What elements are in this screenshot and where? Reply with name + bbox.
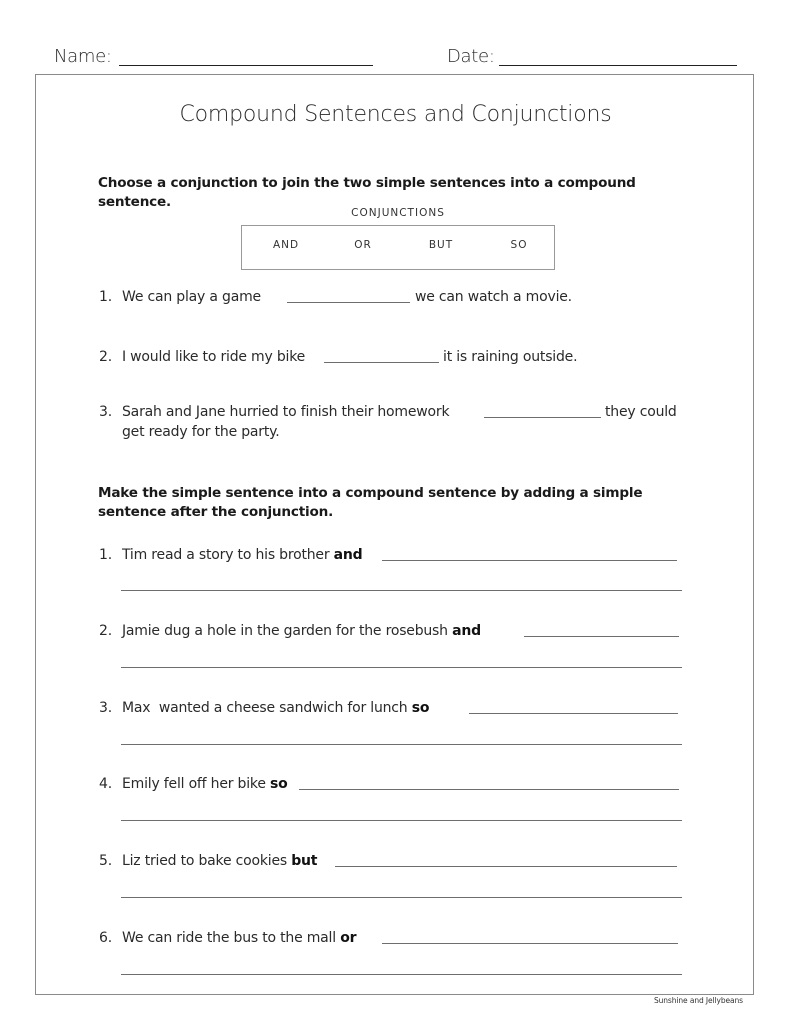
- date-label: Date:: [447, 46, 495, 67]
- question-number: 1.: [99, 289, 112, 305]
- s2-q5-answer-line-1[interactable]: [335, 866, 677, 867]
- s2-q5-answer-line-2[interactable]: [121, 897, 682, 898]
- section1-instructions: Choose a conjunction to join the two simple sentences into a compound sentence.: [98, 175, 636, 210]
- question-conjunction: so: [411, 700, 430, 716]
- question-text-before: We can play a game: [122, 289, 261, 305]
- question-text-after: it is raining outside.: [443, 349, 578, 365]
- question-number: 2.: [99, 349, 112, 365]
- worksheet-title: Compound Sentences and Conjunctions: [179, 102, 612, 127]
- conjunction-and: AND: [272, 239, 300, 251]
- question-text-before: I would like to ride my bike: [122, 349, 306, 365]
- s2-q3-answer-line-2[interactable]: [121, 744, 682, 745]
- s2-q2-answer-line-2[interactable]: [121, 667, 682, 668]
- question-number: 3.: [99, 700, 112, 716]
- question-text: Jamie dug a hole in the garden for the rosebush and: [122, 623, 481, 639]
- question-text-line2: get ready for the party.: [122, 424, 280, 440]
- question-conjunction: so: [270, 776, 288, 792]
- question-text: Emily fell off her bike so: [122, 776, 288, 792]
- name-field[interactable]: [119, 64, 373, 66]
- question-number: 6.: [99, 930, 112, 946]
- question-text: Max wanted a cheese sandwich for lunch so: [122, 700, 430, 716]
- question-conjunction: but: [291, 853, 318, 869]
- question-text: Tim read a story to his brother and: [122, 547, 363, 563]
- s2-q4-answer-line-2[interactable]: [121, 820, 682, 821]
- s2-q6-answer-line-1[interactable]: [382, 943, 678, 944]
- s2-q6-answer-line-2[interactable]: [121, 974, 682, 975]
- date-field[interactable]: [499, 64, 737, 66]
- s2-q2-answer-line-1[interactable]: [524, 636, 679, 637]
- question-number: 3.: [99, 404, 112, 420]
- header-row: [0, 44, 791, 74]
- question-conjunction: or: [340, 930, 357, 946]
- conjunctions-title: CONJUNCTIONS: [351, 207, 445, 219]
- question-text: Liz tried to bake cookies but: [122, 853, 318, 869]
- question-conjunction: and: [333, 547, 363, 563]
- conjunction-or: OR: [354, 239, 372, 251]
- s1-q1-blank[interactable]: [287, 302, 410, 303]
- s1-q3-blank[interactable]: [484, 417, 601, 418]
- s2-q1-answer-line-2[interactable]: [121, 590, 682, 591]
- question-text-after: we can watch a movie.: [415, 289, 572, 305]
- conjunctions-box: [241, 225, 555, 270]
- footer-credit: Sunshine and Jellybeans: [653, 996, 743, 1005]
- name-label: Name:: [54, 46, 112, 67]
- section2-instructions: Make the simple sentence into a compound sentence by adding a simple sentence after the conjunction.: [98, 485, 643, 520]
- conjunction-but: BUT: [428, 239, 454, 251]
- s2-q3-answer-line-1[interactable]: [469, 713, 678, 714]
- conjunction-so: SO: [510, 239, 528, 251]
- s2-q1-answer-line-1[interactable]: [382, 560, 677, 561]
- question-text-before: Sarah and Jane hurried to finish their homework: [122, 404, 450, 420]
- question-number: 4.: [99, 776, 112, 792]
- question-number: 1.: [99, 547, 112, 563]
- s2-q4-answer-line-1[interactable]: [299, 789, 679, 790]
- s1-q2-blank[interactable]: [324, 362, 439, 363]
- question-conjunction: and: [452, 623, 481, 639]
- question-text: We can ride the bus to the mall or: [122, 930, 357, 946]
- question-number: 2.: [99, 623, 112, 639]
- question-text-after: they could: [605, 404, 677, 420]
- question-number: 5.: [99, 853, 112, 869]
